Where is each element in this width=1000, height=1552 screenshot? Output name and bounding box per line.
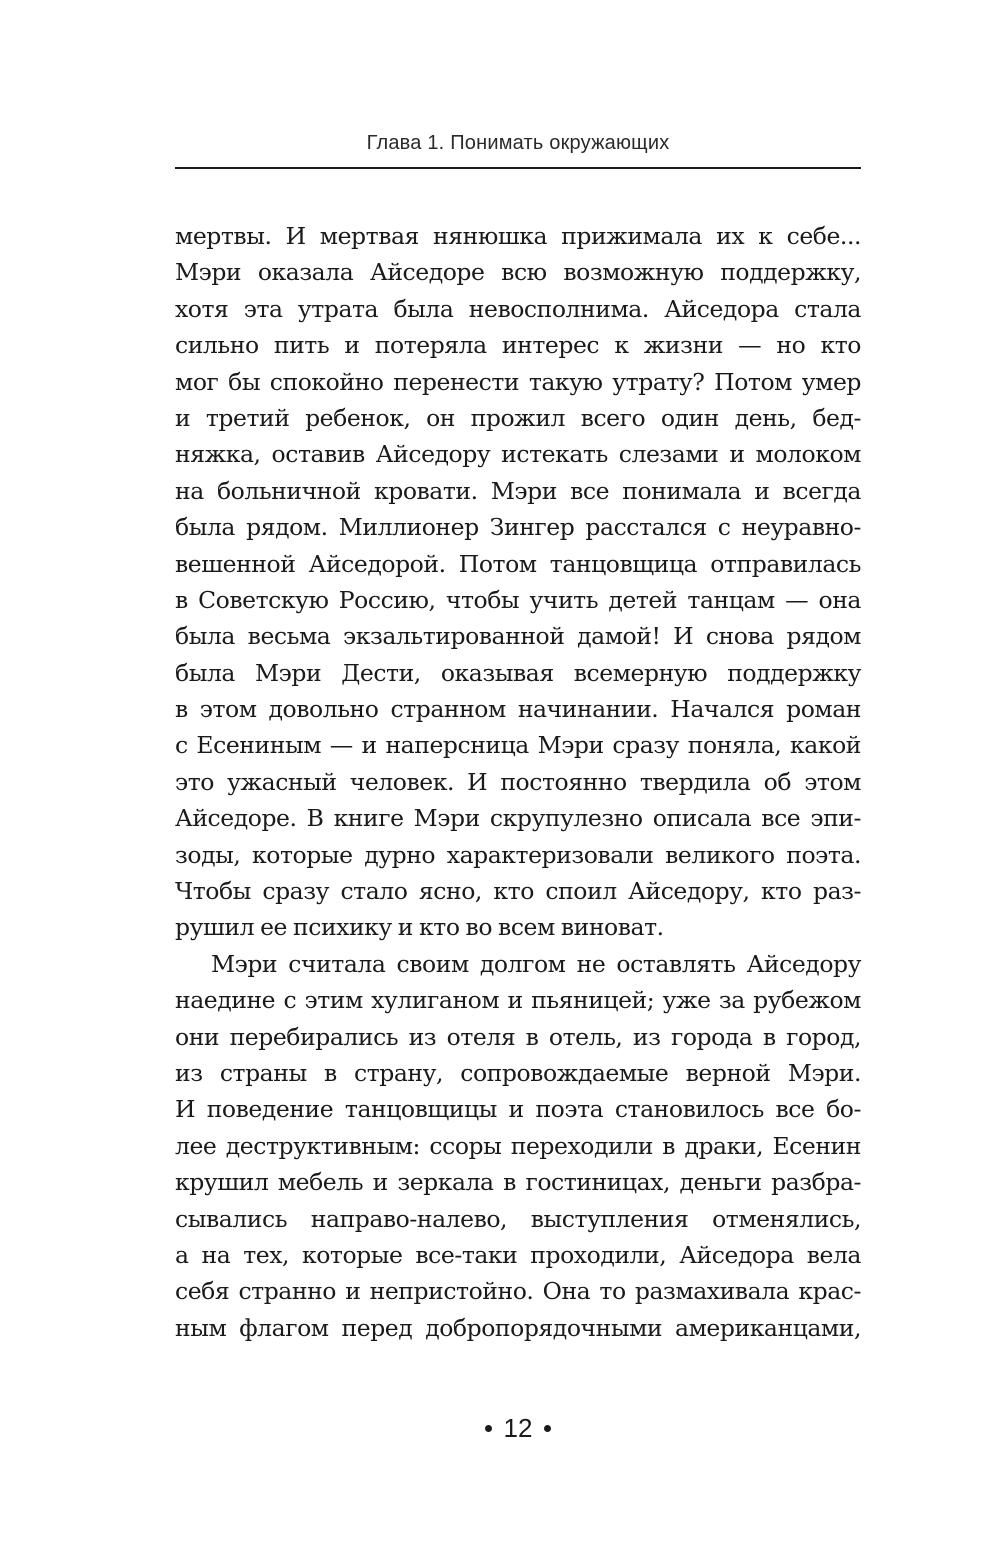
text-line: а на тех, которые все-таки проходили, Айседора вела	[175, 1240, 861, 1269]
text-line: хотя эта утрата была невосполнима. Айседора стала	[175, 294, 861, 323]
text-line: наедине с этим хулиганом и пьяницей; уже за рубежом	[175, 986, 861, 1015]
text-line-paragraph-start: Мэри считала своим долгом не оставлять Айседору	[211, 949, 861, 978]
text-line: сильно пить и потеряла интерес к жизни — но кто	[175, 331, 861, 360]
text-line: Чтобы сразу стало ясно, кто споил Айседору, кто раз-	[175, 877, 861, 906]
text-line: из страны в страну, сопровождаемые верной Мэри.	[175, 1058, 861, 1087]
text-line: ным флагом перед добропорядочными американцами,	[175, 1313, 861, 1342]
body-text	[175, 218, 861, 1346]
text-line: в Советскую Россию, чтобы учить детей танцам — она	[175, 585, 861, 614]
text-line: была весьма экзальтированной дамой! И снова рядом	[175, 622, 861, 651]
text-line: мертвы. И мертвая нянюшка прижимала их к себе...	[175, 222, 861, 250]
text-line-paragraph-end: рушил ее психику и кто во всем виноват.	[175, 913, 664, 942]
text-line: сывались направо-налево, выступления отменялись,	[175, 1204, 861, 1233]
text-line: с Есениным — и наперсница Мэри сразу поняла, какой	[175, 731, 861, 760]
bullet-dot-icon	[485, 1425, 492, 1432]
text-line: Айседоре. В книге Мэри скрупулезно описала все эпи-	[175, 804, 861, 833]
running-header: Глава 1. Понимать окружающих	[366, 132, 670, 154]
text-line: няжка, оставив Айседору истекать слезами и молоком	[175, 440, 861, 469]
text-line: вешенной Айседорой. Потом танцовщица отправилась	[175, 549, 861, 578]
text-line: была рядом. Миллионер Зингер расстался с неуравно-	[175, 513, 861, 542]
page-number	[175, 1413, 861, 1444]
text-line: в этом довольно странном начинании. Начался роман	[175, 695, 861, 724]
text-line: это ужасный человек. И постоянно твердила об этом	[175, 767, 861, 796]
text-line: и третий ребенок, он прожил всего один день, бед-	[175, 403, 861, 432]
page-number-value: 12	[503, 1413, 533, 1443]
text-line: они перебирались из отеля в отель, из города в город,	[175, 1022, 861, 1051]
text-line: И поведение танцовщицы и поэта становилось все бо-	[175, 1095, 861, 1124]
text-line: лее деструктивным: ссоры переходили в драки, Есенин	[175, 1131, 861, 1160]
text-line: крушил мебель и зеркала в гостиницах, деньги разбра-	[175, 1168, 861, 1197]
text-line: Мэри оказала Айседоре всю возможную поддержку,	[175, 258, 861, 287]
text-line: мог бы спокойно перенести такую утрату? Потом умер	[175, 367, 861, 396]
text-line: себя странно и непристойно. Она то размахивала крас-	[175, 1277, 861, 1306]
bullet-dot-icon	[544, 1425, 551, 1432]
text-line: была Мэри Дести, оказывая всемерную поддержку	[175, 658, 861, 687]
text-line: зоды, которые дурно характеризовали великого поэта.	[175, 840, 861, 869]
text-line: на больничной кровати. Мэри все понимала и всегда	[175, 476, 861, 505]
header-rule	[175, 167, 861, 169]
